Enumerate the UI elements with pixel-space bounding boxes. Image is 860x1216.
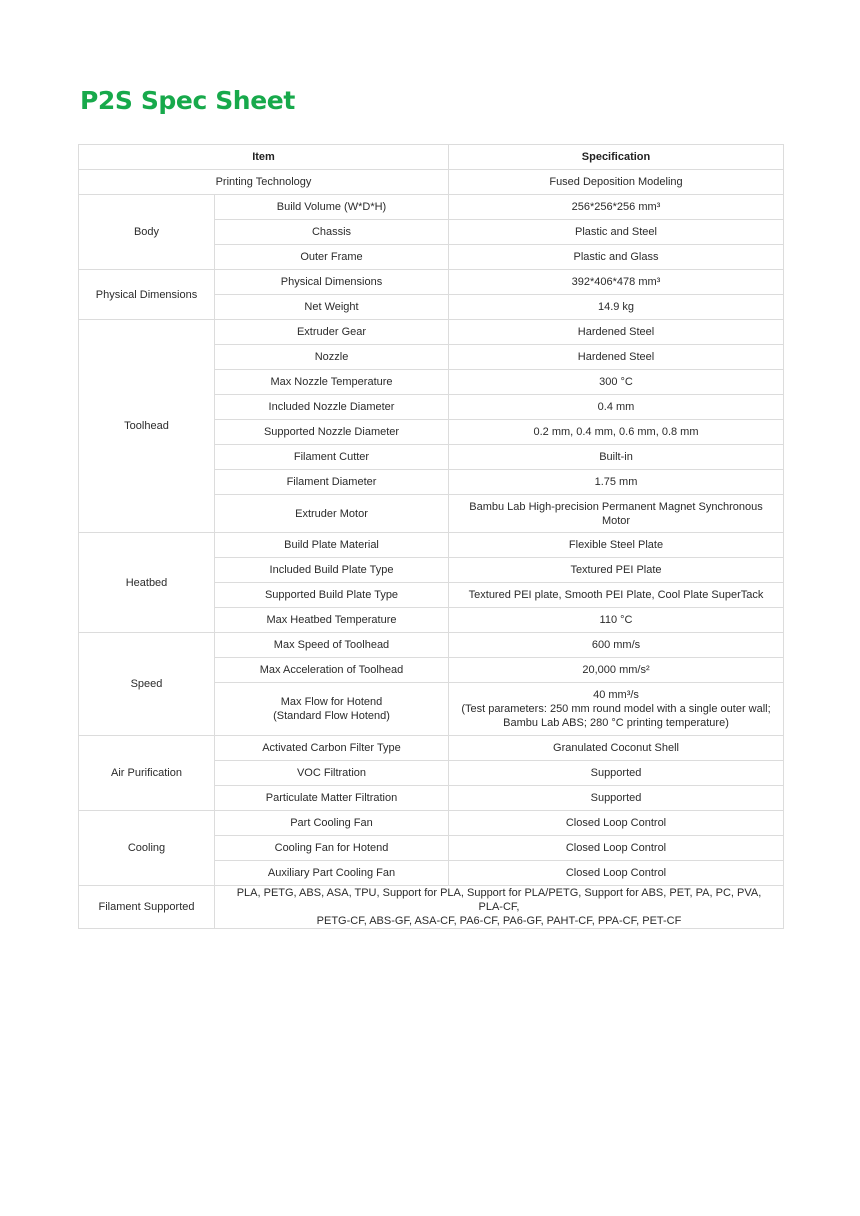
table-row (79, 736, 784, 761)
spec-item: Auxiliary Part Cooling Fan (215, 861, 449, 886)
spec-value: Supported (449, 761, 784, 786)
spec-value: 392*406*478 mm³ (449, 270, 784, 295)
spec-value: Closed Loop Control (449, 811, 784, 836)
filament-supported-label: Filament Supported (79, 886, 215, 929)
spec-value: Closed Loop Control (449, 861, 784, 886)
spec-value: Plastic and Steel (449, 220, 784, 245)
group-label: Cooling (79, 811, 215, 886)
spec-item: Outer Frame (215, 245, 449, 270)
spec-item (215, 683, 449, 736)
header-item: Item (79, 145, 449, 170)
table-row (79, 886, 784, 929)
spec-item: Extruder Gear (215, 320, 449, 345)
spec-value: Built-in (449, 445, 784, 470)
header-specification: Specification (449, 145, 784, 170)
spec-item: Particulate Matter Filtration (215, 786, 449, 811)
filament-supported-value (215, 886, 784, 929)
spec-item: Included Nozzle Diameter (215, 395, 449, 420)
group-label: Toolhead (79, 320, 215, 533)
group-label: Air Purification (79, 736, 215, 811)
spec-value: 110 °C (449, 608, 784, 633)
page-title: P2S Spec Sheet (80, 86, 295, 115)
spec-value: 14.9 kg (449, 295, 784, 320)
spec-value (449, 495, 784, 533)
spec-value-line: Bambu Lab High-precision Permanent Magnet Synchronous (469, 500, 763, 513)
spec-value: Flexible Steel Plate (449, 533, 784, 558)
spec-value-line: Motor (601, 514, 631, 527)
spec-value-line: 40 mm³/s (593, 689, 639, 701)
spec-value: Supported (449, 786, 784, 811)
spec-item: Max Speed of Toolhead (215, 633, 449, 658)
table-row (79, 533, 784, 558)
spec-item-line: Max Flow for Hotend (280, 696, 383, 708)
spec-value: 600 mm/s (449, 633, 784, 658)
spec-item: Net Weight (215, 295, 449, 320)
table-row (79, 320, 784, 345)
spec-value: 20,000 mm/s² (449, 658, 784, 683)
table-row (79, 633, 784, 658)
spec-value: 0.4 mm (449, 395, 784, 420)
filament-supported-line: PETG-CF, ABS-GF, ASA-CF, PA6-CF, PA6-GF, PAHT-CF, PPA-CF, PET-CF (316, 915, 682, 927)
table-row (79, 170, 784, 195)
spec-item: Max Heatbed Temperature (215, 608, 449, 633)
spec-item: Build Plate Material (215, 533, 449, 558)
spec-value-line: Bambu Lab ABS; 280 °C printing temperature) (503, 717, 729, 729)
spec-item: Physical Dimensions (215, 270, 449, 295)
table-row (79, 811, 784, 836)
spec-value: 300 °C (449, 370, 784, 395)
spec-item: Supported Nozzle Diameter (215, 420, 449, 445)
spec-value-line: (Test parameters: 250 mm round model with a single outer wall; (461, 703, 771, 715)
spec-item: Build Volume (W*D*H) (215, 195, 449, 220)
spec-item: Included Build Plate Type (215, 558, 449, 583)
printing-technology-label: Printing Technology (79, 170, 449, 195)
spec-value: Hardened Steel (449, 320, 784, 345)
spec-item: VOC Filtration (215, 761, 449, 786)
filament-supported-line: PLA, PETG, ABS, ASA, TPU, Support for PLA, Support for PLA/PETG, Support for ABS, PET, PA, PC, PVA, PLA-CF, (236, 887, 762, 913)
table-header-row (79, 145, 784, 170)
table-row (79, 195, 784, 220)
spec-value: 0.2 mm, 0.4 mm, 0.6 mm, 0.8 mm (449, 420, 784, 445)
spec-value: Granulated Coconut Shell (449, 736, 784, 761)
spec-value: Plastic and Glass (449, 245, 784, 270)
spec-item: Cooling Fan for Hotend (215, 836, 449, 861)
spec-value: 256*256*256 mm³ (449, 195, 784, 220)
spec-value: Textured PEI plate, Smooth PEI Plate, Cool Plate SuperTack (449, 583, 784, 608)
spec-table (78, 144, 784, 929)
group-label: Physical Dimensions (79, 270, 215, 320)
spec-item: Chassis (215, 220, 449, 245)
spec-value (449, 683, 784, 736)
spec-item: Filament Diameter (215, 470, 449, 495)
spec-item: Nozzle (215, 345, 449, 370)
spec-item: Extruder Motor (215, 495, 449, 533)
spec-item: Supported Build Plate Type (215, 583, 449, 608)
spec-item: Activated Carbon Filter Type (215, 736, 449, 761)
spec-item: Max Acceleration of Toolhead (215, 658, 449, 683)
spec-item: Max Nozzle Temperature (215, 370, 449, 395)
group-label: Speed (79, 633, 215, 736)
spec-value: Textured PEI Plate (449, 558, 784, 583)
spec-value: Closed Loop Control (449, 836, 784, 861)
spec-item-line: (Standard Flow Hotend) (273, 710, 390, 722)
group-label: Heatbed (79, 533, 215, 633)
spec-item: Part Cooling Fan (215, 811, 449, 836)
printing-technology-value: Fused Deposition Modeling (449, 170, 784, 195)
spec-item: Filament Cutter (215, 445, 449, 470)
spec-value: 1.75 mm (449, 470, 784, 495)
group-label: Body (79, 195, 215, 270)
table-row (79, 270, 784, 295)
spec-value: Hardened Steel (449, 345, 784, 370)
